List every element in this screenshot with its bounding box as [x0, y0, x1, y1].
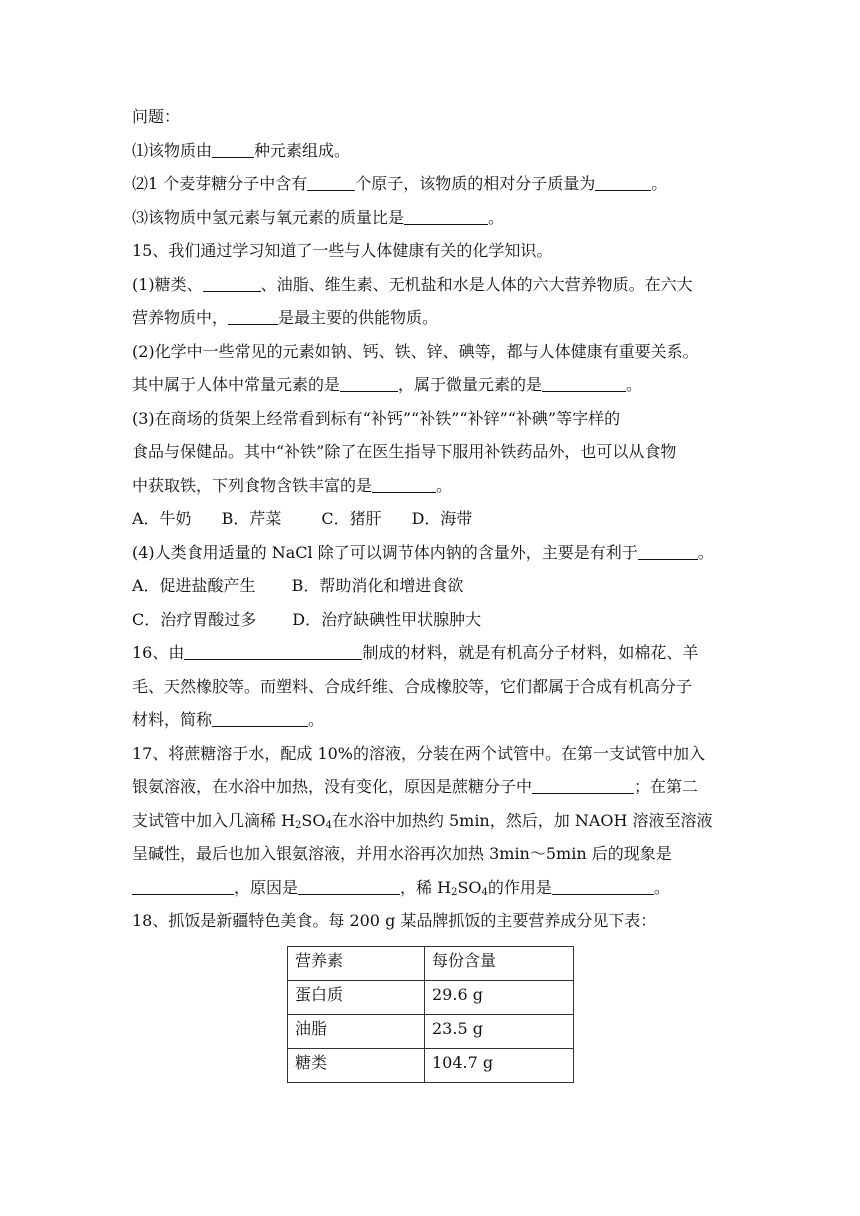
table-row — [288, 1015, 574, 1049]
question-17-cont4: ，原因是 ，稀 $H_2SO_4$的作用是 。 — [132, 871, 732, 905]
table-cell: 104.7 g — [425, 1049, 574, 1083]
question-2: ⑵1 个麦芽糖分子中含有 个原子，该物质的相对分子质量为 。 — [132, 174, 668, 193]
problem-label: 问题： — [132, 107, 181, 126]
option-a: A．促进盐酸产生 — [132, 576, 256, 595]
options-15-4-row1 — [132, 569, 732, 603]
options-15-4-row2 — [132, 603, 732, 637]
answer-blank[interactable] — [203, 274, 261, 292]
answer-blank[interactable] — [212, 709, 308, 727]
answer-blank[interactable] — [372, 475, 436, 493]
question-15-4: (4)人类食用适量的 NaCl 除了可以调节体内钠的含量外，主要是有利于 。 — [132, 542, 714, 562]
question-17-cont3: 呈碱性，最后也加入银氨溶液，并用水浴再次加热 3min～5min 后的现象是 — [132, 844, 672, 863]
answer-blank[interactable] — [532, 776, 634, 794]
table-row — [288, 981, 574, 1015]
answer-blank[interactable] — [542, 374, 626, 392]
answer-blank[interactable] — [404, 207, 488, 225]
question-1: ⑴该物质由 种元素组成。 — [132, 140, 351, 160]
options-15-3 — [132, 502, 732, 536]
answer-blank[interactable] — [340, 374, 398, 392]
question-15-2-cont: 其中属于人体中常量元素的是 ，属于微量元素的是 。 — [132, 375, 643, 394]
question-15: 15、我们通过学习知道了一些与人体健康有关的化学知识。 — [132, 241, 553, 260]
question-15-3-cont2: 中获取铁，下列食物含铁丰富的是 。 — [132, 475, 453, 495]
answer-blank[interactable] — [552, 877, 654, 895]
question-17-cont: 银氨溶液，在水浴中加热，没有变化，原因是蔗糖分子中 ；在第二 — [132, 777, 699, 796]
option-b: B．帮助消化和增进食欲 — [291, 576, 464, 595]
question-18: 18、抓饭是新疆特色美食。每 200 g 某品牌抓饭的主要营养成分见下表： — [132, 911, 657, 930]
table-cell: 糖类 — [288, 1049, 425, 1083]
question-16: 16、由 制成的材料，就是有机高分子材料，如棉花、羊 — [132, 643, 699, 662]
answer-blank[interactable] — [595, 173, 651, 191]
question-15-3: (3)在商场的货架上经常看到标有“补钙”“补铁”“补锌”“补碘”等字样的 — [132, 408, 621, 428]
option-d: D．治疗缺碘性甲状腺肿大 — [292, 609, 482, 629]
question-16-cont2: 材料，简称 。 — [132, 710, 325, 729]
table-header-row — [288, 947, 574, 981]
option-c: C．猪肝 — [321, 509, 382, 528]
table-row — [288, 1049, 574, 1083]
answer-blank[interactable] — [298, 877, 400, 895]
document-page — [132, 100, 732, 938]
question-15-2: (2)化学中一些常见的元素如钠、钙、铁、锌、碘等，都与人体健康有重要关系。 — [132, 341, 699, 361]
nutrition-table — [287, 946, 574, 1083]
table-cell: 油脂 — [288, 1015, 425, 1049]
question-17-cont2: 支试管中加入几滴稀 $H_2SO_4$在水浴中加热约 5min，然后，加 NAOH 溶液至溶液 — [132, 810, 713, 831]
answer-blank[interactable] — [184, 642, 362, 660]
question-15-1: (1)糖类、 、油脂、维生素、无机盐和水是人体的六大营养物质。在六大 — [132, 274, 693, 294]
table-cell: 23.5 g — [425, 1015, 574, 1049]
table-header-cell: 每份含量 — [425, 947, 574, 981]
answer-blank[interactable] — [212, 140, 254, 158]
answer-blank[interactable] — [228, 307, 278, 325]
question-3: ⑶该物质中氢元素与氧元素的质量比是 。 — [132, 207, 505, 227]
answer-blank[interactable] — [307, 173, 355, 191]
table-cell: 蛋白质 — [288, 981, 425, 1015]
table-header-cell: 营养素 — [288, 947, 425, 981]
table-cell: 29.6 g — [425, 981, 574, 1015]
question-16-cont: 毛、天然橡胶等。而塑料、合成纤维、合成橡胶等，它们都属于合成有机高分子 — [132, 676, 693, 696]
option-c: C．治疗胃酸过多 — [132, 609, 257, 629]
option-b: B．芹菜 — [221, 509, 282, 528]
answer-blank[interactable] — [638, 542, 698, 560]
question-15-3-cont: 食品与保健品。其中“补铁”除了在医生指导下服用补铁药品外，也可以从食物 — [132, 442, 677, 461]
option-a: A．牛奶 — [132, 509, 192, 528]
answer-blank[interactable] — [132, 877, 234, 895]
question-17: 17、将蔗糖溶于水，配成 10%的溶液，分装在两个试管中。在第一支试管中加入 — [132, 743, 706, 763]
question-15-1-cont: 营养物质中， 是最主要的供能物质。 — [132, 308, 439, 327]
option-d: D．海带 — [411, 509, 473, 528]
